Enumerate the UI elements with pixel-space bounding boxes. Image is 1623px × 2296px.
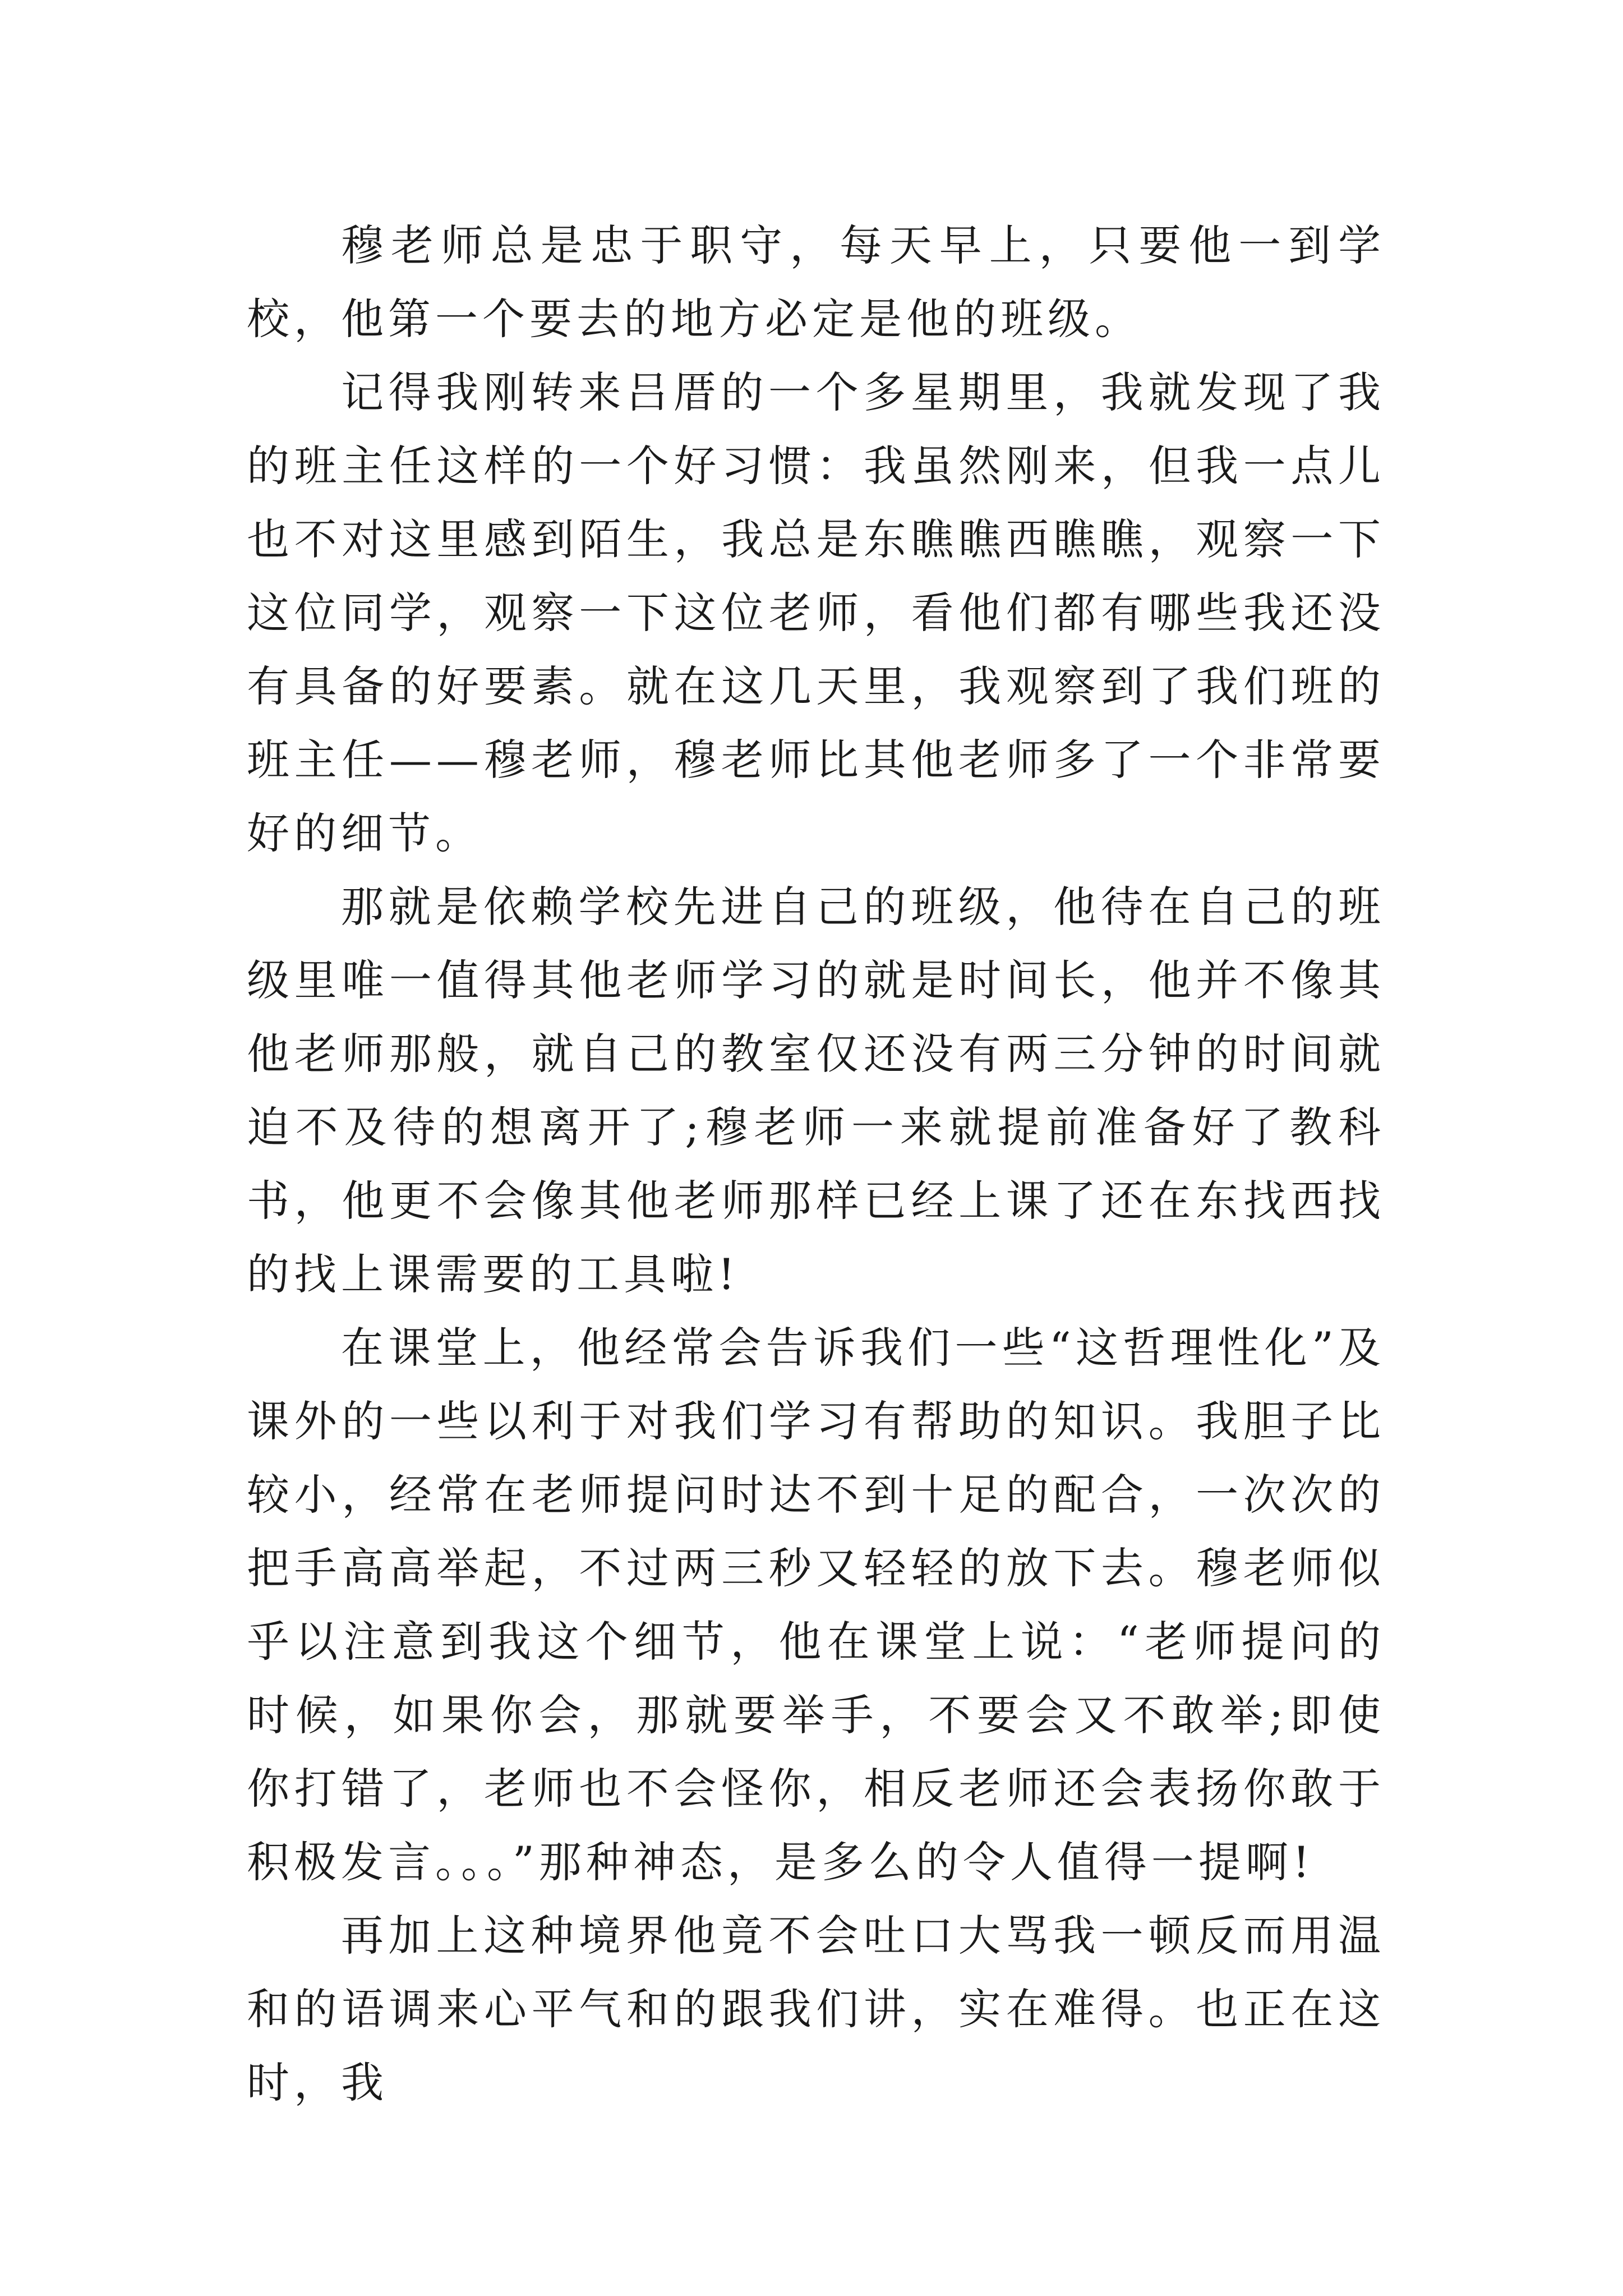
paragraph-2: 记得我刚转来吕厝的一个多星期里，我就发现了我的班主任这样的一个好习惯：我虽然刚来，但我一点儿也不对这里感到陌生，我总是东瞧瞧西瞧瞧，观察一下这位同学，观察一下这位老师，看他们都有哪些我还没有具备的好要素。就在这几天里，我观察到了我们班的班主任——穆老师，穆老师比其他老师多了一个非常要好的细节。: [247, 367, 1385, 858]
document-body: [247, 209, 1385, 2119]
paragraph-5: 再加上这种境界他竟不会吐口大骂我一顿反而用温和的语调来心平气和的跟我们讲，实在难得。也正在这时，我: [247, 1911, 1385, 2108]
paragraph-4: 在课堂上，他经常会告诉我们一些“这哲理性化”及课外的一些以利于对我们学习有帮助的知识。我胆子比较小，经常在老师提问时达不到十足的配合，一次次的把手高高举起，不过两三秒又轻轻的放下去。穆老师似乎以注意到我这个细节，他在课堂上说：“老师提问的时候，如果你会，那就要举手，不要会又不敢举;即使你打错了，老师也不会怪你，相反老师还会表扬你敢于积极发言。。。”那种神态，是多么的令人值得一提啊!: [247, 1323, 1385, 1887]
paragraph-1: 穆老师总是忠于职守，每天早上，只要他一到学校，他第一个要去的地方必定是他的班级。: [247, 220, 1385, 344]
paragraph-3: 那就是依赖学校先进自己的班级，他待在自己的班级里唯一值得其他老师学习的就是时间长，他并不像其他老师那般，就自己的教室仅还没有两三分钟的时间就迫不及待的想离开了;穆老师一来就提前准备好了教科书，他更不会像其他老师那样已经上课了还在东找西找的找上课需要的工具啦!: [247, 882, 1385, 1299]
